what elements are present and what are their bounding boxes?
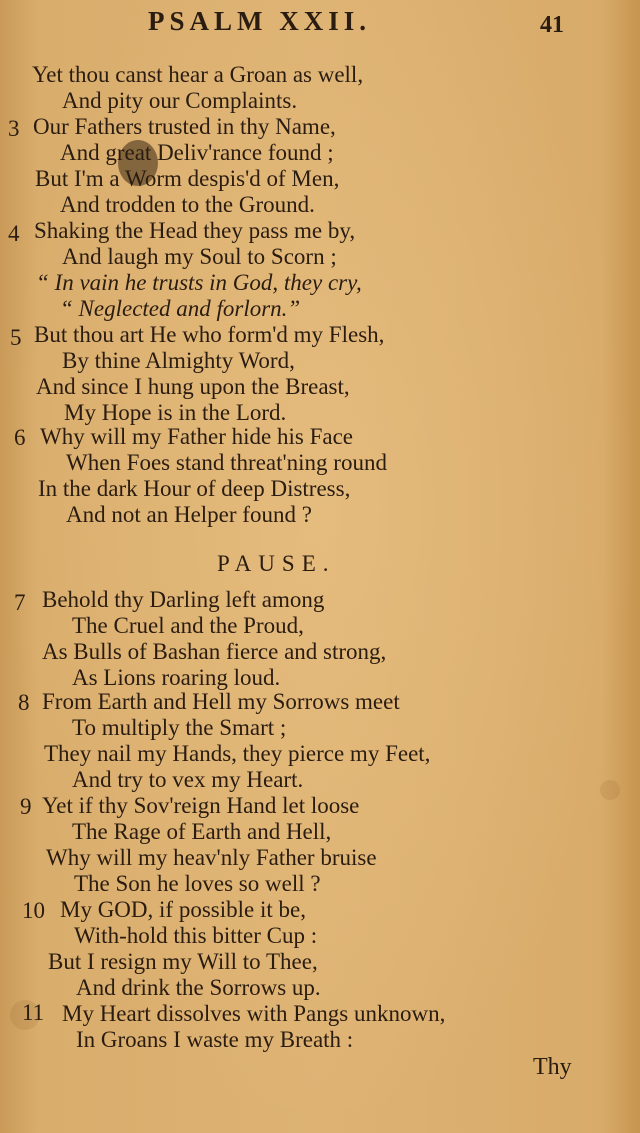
- verse-line: The Cruel and the Proud,: [72, 613, 304, 638]
- verse-line: And drink the Sorrows up.: [76, 975, 321, 1000]
- verse-line: But I resign my Will to Thee,: [48, 949, 318, 974]
- verse-line: When Foes stand threat'ning round: [66, 450, 387, 475]
- verse-line: They nail my Hands, they pierce my Feet,: [44, 741, 431, 766]
- verse-line: [60, 296, 300, 322]
- verse-line: As Lions roaring loud.: [72, 665, 281, 690]
- page-number: 41: [540, 12, 564, 38]
- verse-line: But I'm a Worm despis'd of Men,: [35, 166, 340, 191]
- verse-line: Yet thou canst hear a Groan as well,: [32, 62, 364, 87]
- verse-line: In the dark Hour of deep Distress,: [38, 476, 351, 501]
- verse-line: In Groans I waste my Breath :: [76, 1027, 354, 1052]
- verse-line: With-hold this bitter Cup :: [74, 923, 318, 948]
- stanza-number: 11: [22, 1000, 45, 1025]
- verse-line: And try to vex my Heart.: [72, 767, 304, 792]
- paper-stain: [600, 780, 620, 800]
- verse-line: From Earth and Hell my Sorrows meet: [42, 689, 400, 714]
- verse-line: The Rage of Earth and Hell,: [72, 819, 332, 844]
- stanza-number: 10: [22, 898, 45, 923]
- verse-line: And pity our Complaints.: [62, 88, 298, 113]
- verse-line: The Son he loves so well ?: [74, 871, 321, 896]
- verse-line: And since I hung upon the Breast,: [36, 374, 350, 399]
- verse-line-text: As Bulls of Bashan fierce and strong,: [42, 639, 387, 664]
- stanza-number: 7: [14, 590, 26, 615]
- verse-line: Why will my Father hide his Face: [40, 424, 353, 449]
- verse-line: My Hope is in the Lord.: [64, 400, 287, 425]
- catchword: Thy: [533, 1054, 572, 1080]
- verse-line: To multiply the Smart ;: [72, 715, 287, 740]
- verse-line: Behold thy Darling left among: [42, 587, 325, 612]
- verse-line: Why will my heav'nly Father bruise: [46, 845, 377, 870]
- verse-italic-line: “ Neglected and forlorn.”: [60, 296, 301, 321]
- verse-line: And laugh my Soul to Scorn ;: [62, 244, 337, 269]
- verse-line: Our Fathers trusted in thy Name,: [33, 114, 336, 139]
- verse-line: But thou art He who form'd my Flesh,: [34, 322, 385, 347]
- verse-line: And great Deliv'rance found ;: [60, 140, 334, 165]
- verse-line: And not an Helper found ?: [66, 502, 312, 527]
- verse-line: My Heart dissolves with Pangs unknown,: [62, 1001, 446, 1026]
- verse-line: Yet if thy Sov'reign Hand let loose: [42, 793, 360, 818]
- verse-italic-line: “ In vain he trusts in God, they cry,: [36, 270, 362, 295]
- page-title: PSALM XXII.: [148, 6, 372, 36]
- verse-line: And trodden to the Ground.: [60, 192, 315, 217]
- verse-line: [42, 639, 386, 665]
- stanza-number: 4: [8, 221, 20, 246]
- section-heading: PAUSE.: [217, 551, 336, 576]
- verse-line: By thine Almighty Word,: [62, 348, 295, 373]
- verse-line: Shaking the Head they pass me by,: [34, 218, 356, 243]
- verse-line: My GOD, if possible it be,: [60, 897, 306, 922]
- stanza-number: 9: [20, 794, 32, 819]
- stanza-number: 3: [8, 116, 20, 141]
- stanza-number: 6: [14, 425, 26, 450]
- stanza-number: 8: [18, 690, 30, 715]
- stanza-number: 5: [10, 325, 22, 350]
- verse-line: [36, 270, 362, 296]
